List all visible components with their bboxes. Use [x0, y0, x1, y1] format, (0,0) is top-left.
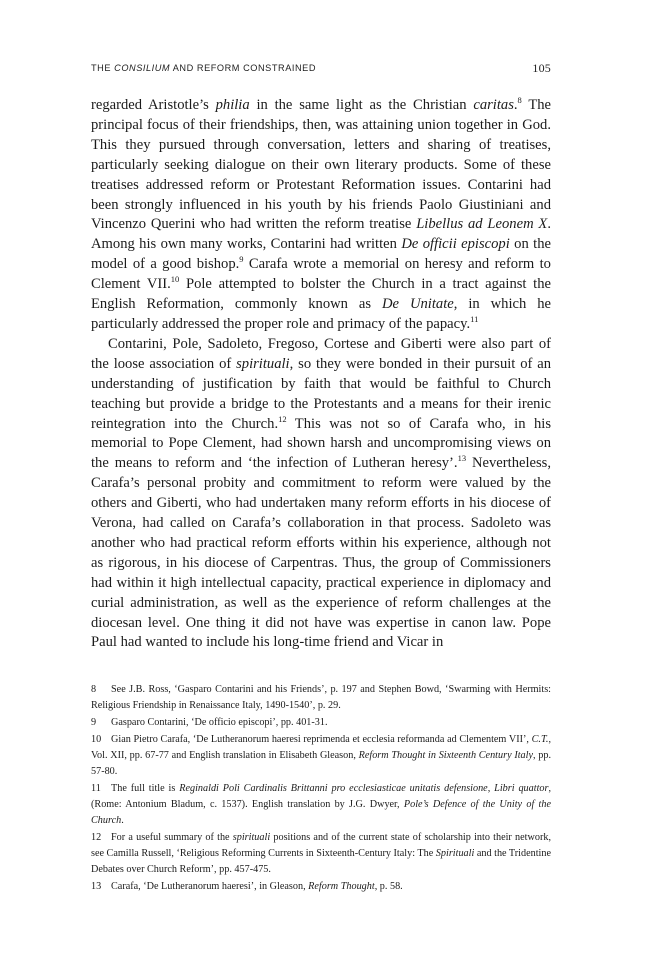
footnote-number: 8 — [91, 684, 97, 695]
footnote-text: , Vol. XII, pp. 67-77 and English translation in Elisabeth Gleason, — [91, 734, 551, 762]
main-text — [91, 96, 551, 653]
italic-title: De officii episcopi — [401, 236, 510, 253]
footnote-ref-9[interactable]: 9 — [239, 254, 244, 265]
italic-term: caritas — [473, 97, 514, 113]
footnote-number: 13 — [91, 881, 102, 893]
footnote-text: Gasparo Contarini, ‘De officio episcopi’, pp. 401-31. — [111, 717, 328, 729]
text-run: , so they were bonded in their pursuit of an understanding of justification by faith that would be faithful to Church teaching but provide a bridge to the Protestants and a means for their irenic reintegration into the Church. — [91, 355, 552, 432]
running-head-title-pre: THE — [91, 63, 115, 73]
footnote-text: , (Rome: Antonium Bladum, c. 1537). English translation by J.G. Dwyer, — [91, 783, 551, 811]
footnote-number: 12 — [91, 832, 102, 844]
footnote-text: positions and of the current state of scholarship into their network, see Camilla Russell, ‘Religious Reforming Currents in Sixteenth-Century Italy: The — [91, 832, 551, 859]
footnote-number: 11 — [91, 783, 101, 795]
italic-title: De Unitate — [382, 296, 454, 313]
text-run: This was not so of Carafa who, in his memorial to Pope Clement, had shown harsh and uncompromising views on the means to reform and ‘the infection of Lutheran heresy’. — [91, 415, 552, 472]
footnote-italic: C.T. — [531, 734, 549, 746]
italic-term: philia — [215, 97, 250, 113]
footnote-text: , pp. 57-80. — [91, 750, 551, 777]
footnote-text: See J.B. Ross, ‘Gasparo Contarini and his Friends’, p. 197 and Stephen Bowd, ‘Swarming with Hermits: Religious Friendship in Renaissance Italy, 1490-1540’, p. 29. — [91, 684, 551, 711]
text-run: in the same light as the Christian — [249, 97, 474, 113]
footnote-text: and the Tridentine Debates over Church Reform’, pp. 457-475. — [91, 847, 552, 875]
text-run: . — [513, 97, 518, 113]
text-run: , in which he particularly addressed the proper role and primacy of the papacy. — [91, 296, 551, 332]
running-head-title-post: AND REFORM CONSTRAINED — [170, 63, 317, 73]
footnote-10 — [91, 732, 551, 779]
running-head-title-italic: CONSILIUM — [114, 63, 171, 73]
italic-term: spirituali — [236, 355, 290, 372]
footnote-ref-8[interactable]: 8 — [517, 95, 522, 105]
footnote-ref-13[interactable]: 13 — [457, 453, 467, 464]
running-head-title — [91, 63, 316, 73]
footnote-text: The full title is — [111, 783, 180, 795]
text-run: Contarini, Pole, Sadoleto, Fregoso, Cortese and Giberti were also part of the loose association of — [91, 335, 551, 372]
footnote-13 — [91, 879, 551, 895]
footnotes — [91, 682, 551, 896]
footnote-italic: Reginaldi Poli Cardinalis Brittanni pro ecclesiasticae unitatis defensione, Libri quattor — [179, 783, 549, 795]
footnote-text: . — [121, 814, 124, 826]
footnote-11 — [91, 781, 551, 828]
text-run: The principal focus of their friendships, then, was attaining union together in God. This they pursued through conversation, letters and sharing of treatises, particularly seeking dialogue on their own literary products. Some of these treatises addressed reform or Protestant Reformation issues. Contarini had been strongly influenced in his youth by his friends Paolo Giustiniani and Vincenzo Querini who had written the reform treatise — [91, 97, 552, 233]
footnote-ref-10[interactable]: 10 — [170, 274, 180, 285]
footnote-8 — [91, 682, 551, 714]
footnote-ref-11[interactable]: 11 — [470, 313, 479, 324]
footnote-italic: spirituali — [232, 832, 271, 844]
paragraph-1 — [91, 96, 551, 335]
footnote-12 — [91, 830, 551, 877]
text-run: on the model of a good bishop. — [91, 236, 551, 273]
footnote-text: For a useful summary of the — [111, 832, 233, 844]
footnote-9 — [91, 715, 551, 731]
text-run: regarded Aristotle’s — [91, 97, 216, 113]
footnote-italic: Pole’s Defence of the Unity of the Church — [91, 799, 551, 826]
paragraph-2 — [91, 335, 551, 654]
footnote-text: Gian Pietro Carafa, ‘De Lutheranorum haeresi reprimenda et ecclesia reformanda ad Clementem VII’, — [111, 734, 532, 746]
footnote-ref-12[interactable]: 12 — [278, 413, 287, 424]
footnote-italic: Reform Thought — [308, 881, 375, 893]
page-number: 105 — [532, 61, 551, 75]
footnote-text: , p. 58. — [374, 881, 403, 893]
footnote-number: 9 — [91, 717, 97, 729]
text-run: Nevertheless, Carafa’s personal probity and commitment to reform were valued by the others and Giberti, who had undertaken many reform efforts in his diocese of Verona, had called on Carafa’s collaboration in that process. Sadoleto was another who had practical reform efforts within his experience, although not as rigorous, in his diocese of Carpentras. Thus, the group of Commissioners had within it high intellectual capacity, practical experience in diplomacy and curial administration, as well as the experience of reform challenges at the diocesan level. One thing it did not have was expertise in canon law. Pope Paul had wanted to include his long-time friend and Vicar in — [91, 455, 552, 651]
italic-title: Libellus ad Leonem X — [416, 216, 548, 233]
footnote-italic: Reform Thought in Sixteenth Century Italy — [358, 750, 533, 762]
text-run: . Among his own many works, Contarini had written — [91, 216, 551, 253]
footnote-number: 10 — [91, 734, 102, 746]
text-run: Pole attempted to bolster the Church in a tract against the English Reformation, commonly known as — [91, 276, 551, 313]
footnote-text: Carafa, ‘De Lutheranorum haeresi’, in Gleason, — [111, 881, 309, 893]
footnote-italic: Spirituali — [435, 847, 475, 859]
text-run: Carafa wrote a memorial on heresy and reform to Clement VII. — [91, 256, 551, 293]
running-head — [91, 62, 551, 78]
